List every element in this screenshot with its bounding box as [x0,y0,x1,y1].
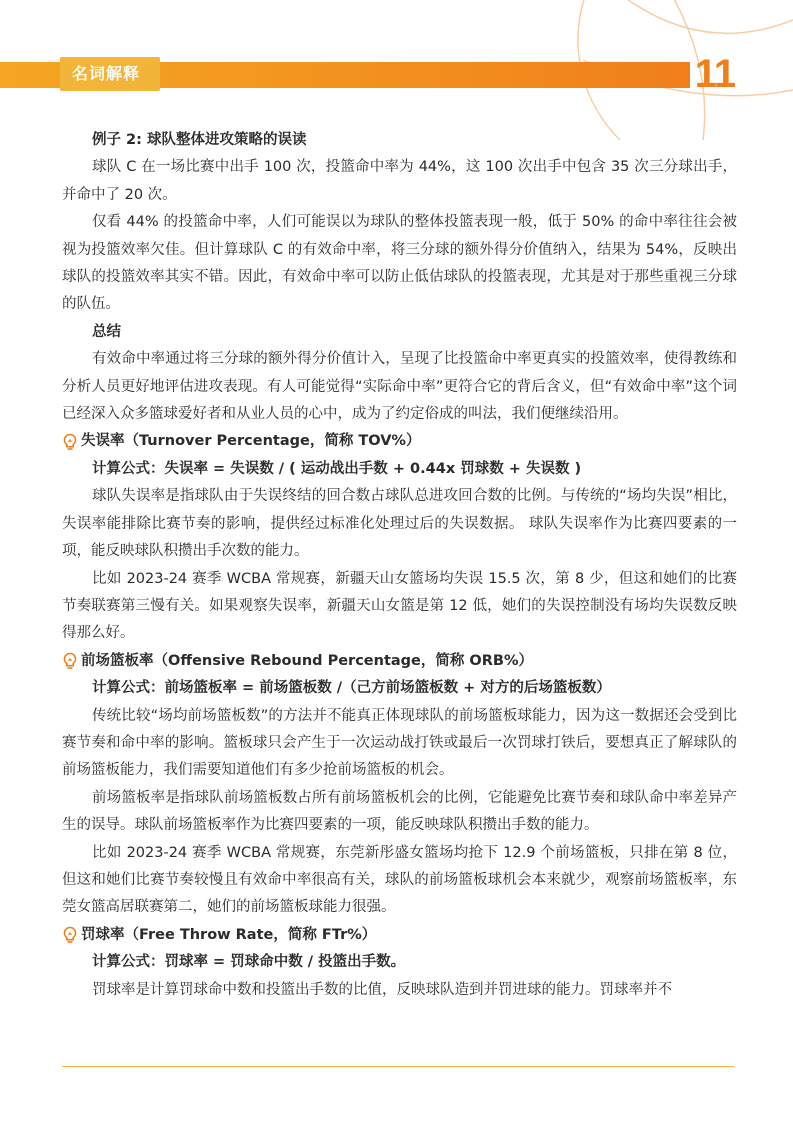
page-content [62,127,737,1004]
ftr-heading [62,922,737,949]
page-number: 11 [694,52,735,96]
paragraph: 罚球率是计算罚球命中数和投篮出手数的比值，反映球队造到并罚进球的能力。罚球率并不 [92,981,672,998]
footer-divider [62,1066,734,1067]
paragraph: 传统比较“场均前场篮板数”的方法并不能真正体现球队的前场篮板球能力，因为这一数据还会受到比赛节奏和命中率的影响。篮板球只会产生于一次运动战打铁或最后一次罚球打铁后，要想真正了解球队的前场篮板能力，我们需要知道他们有多少抢前场篮板的机会。 [62,707,737,779]
paragraph: 仅看 44% 的投篮命中率，人们可能误以为球队的整体投篮表现一般，低于 50% 的命中率往往会被视为投篮效率欠佳。但计算球队 C 的有效命中率，将三分球的额外得分价值纳入，结果为 54%，反映出球队的投篮效率其实不错。因此，有效命中率可以防止低估球队的投篮表现，尤其是对于那些重视三分球的队伍。 [62,214,737,313]
ftr-formula: 计算公式：罚球率 = 罚球命中数 / 投篮出手数。 [92,954,406,971]
orb-formula: 计算公式：前场篮板率 = 前场篮板数 /（己方前场篮板数 + 对方的后场篮板数） [92,680,611,697]
paragraph: 球队失误率是指球队由于失误终结的回合数占球队总进攻回合数的比例。与传统的“场均失误”相比，失误率能排除比赛节奏的影响，提供经过标准化处理过后的失误数据。 球队失误率作为比赛四要素的一项，能反映球队积攒出手次数的能力。 [62,488,737,560]
orb-heading [62,648,737,675]
orb-heading-text: 前场篮板率（Offensive Rebound Percentage，简称 ORB%） [81,652,533,669]
lightbulb-icon [62,926,78,944]
tov-heading [62,428,737,455]
tov-heading-text: 失误率（Turnover Percentage，简称 TOV%） [81,433,421,450]
lightbulb-icon [62,652,78,670]
section-tag: 名词解释 [72,64,141,83]
paragraph: 比如 2023-24 赛季 WCBA 常规赛，东莞新彤盛女篮场均抢下 12.9 个前场篮板，只排在第 8 位，但这和她们比赛节奏较慢且有效命中率很高有关，球队的前场篮板球机会本来就少，观察前场篮板率，东莞女篮高居联赛第二，她们的前场篮板球能力很强。 [62,844,737,916]
paragraph: 比如 2023-24 赛季 WCBA 常规赛，新疆天山女篮场均失误 15.5 次，第 8 少，但这和她们的比赛节奏联赛第三慢有关。如果观察失误率，新疆天山女篮是第 12 低，她们的失误控制没有场均失误数反映得那么好。 [62,570,737,642]
example-2-title: 例子 2: 球队整体进攻策略的误读 [92,132,307,148]
paragraph: 球队 C 在一场比赛中出手 100 次，投篮命中率为 44%，这 100 次出手中包含 35 次三分球出手，并命中了 20 次。 [62,159,737,203]
tov-formula: 计算公式：失误率 = 失误数 / ( 运动战出手数 + 0.44x 罚球数 + 失误数 ) [92,460,582,477]
paragraph: 有效命中率通过将三分球的额外得分价值计入，呈现了比投篮命中率更真实的投篮效率，使得教练和分析人员更好地评估进攻表现。有人可能觉得“实际命中率”更符合它的背后含义，但“有效命中率”这个词已经深入众多篮球爱好者和从业人员的心中，成为了约定俗成的叫法，我们便继续沿用。 [62,351,737,423]
paragraph: 前场篮板率是指球队前场篮板数占所有前场篮板机会的比例，它能避免比赛节奏和球队命中率差异产生的误导。球队前场篮板率作为比赛四要素的一项，能反映球队积攒出手数的能力。 [62,789,737,834]
lightbulb-icon [62,433,78,451]
ftr-heading-text: 罚球率（Free Throw Rate，简称 FTr%） [81,926,377,943]
summary-title: 总结 [92,323,121,340]
